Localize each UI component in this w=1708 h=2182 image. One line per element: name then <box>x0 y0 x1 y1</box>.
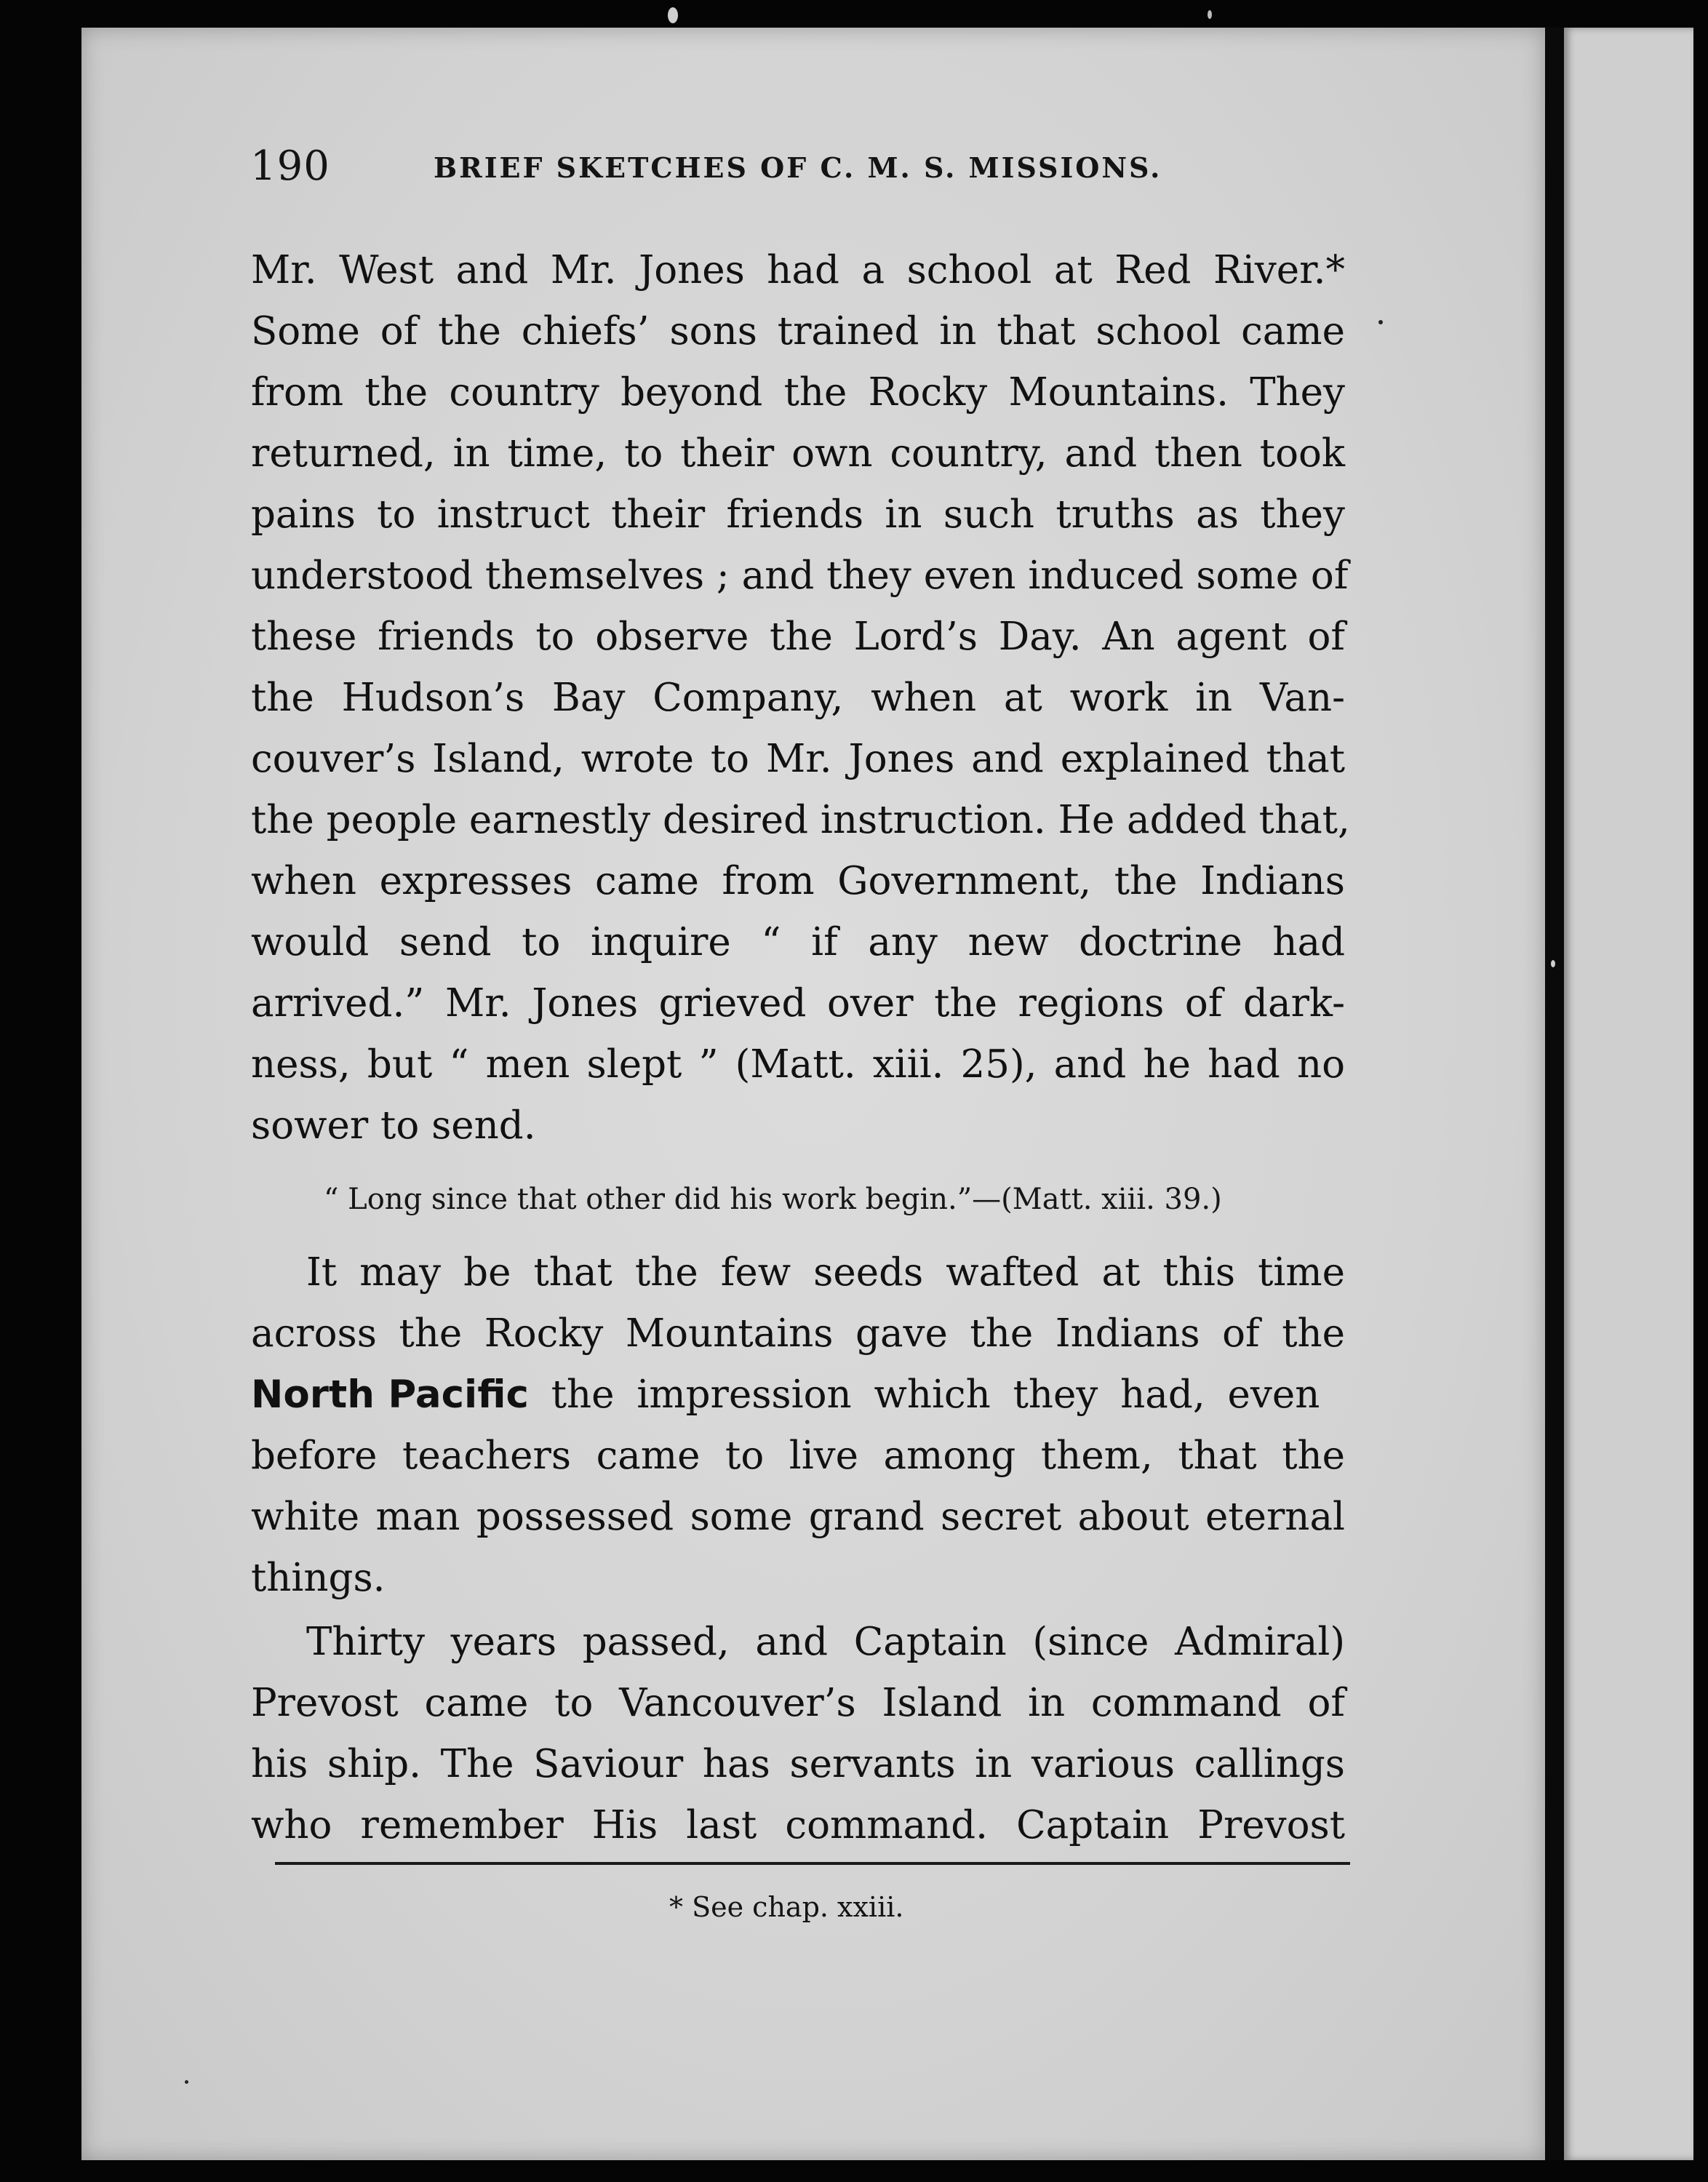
text-line: would send to inquire “ if any new doctrine had <box>251 920 1345 964</box>
text-line-with-emphasis <box>251 1364 1345 1426</box>
footnote: * See chap. xxiii. <box>669 1891 904 1923</box>
adjacent-page-edge <box>1564 28 1693 2160</box>
scan-speck <box>1551 960 1555 967</box>
text-fragment: the impression which they had, even <box>528 1372 1320 1417</box>
text-line: the people earnestly desired instruction. He added that, <box>251 798 1350 842</box>
text-line: before teachers came to live among them, that the <box>251 1434 1345 1478</box>
text-line: who remember His last command. Captain Prevost <box>251 1803 1345 1847</box>
text-line: Prevost came to Vancouver’s Island in command of <box>251 1681 1345 1725</box>
text-line: It may be that the few seeds wafted at this time <box>306 1250 1345 1295</box>
scan-speck <box>1208 10 1212 19</box>
footnote-rule <box>275 1862 1350 1865</box>
text-line: understood themselves ; and they even induced some of <box>251 554 1349 598</box>
text-line: these friends to observe the Lord’s Day. An agent of <box>251 615 1345 659</box>
text-line: Some of the chiefs’ sons trained in that school came <box>251 309 1345 353</box>
text-line: arrived.” Mr. Jones grieved over the regions of dark- <box>251 981 1345 1026</box>
text-line: Mr. West and Mr. Jones had a school at Red River.* <box>251 248 1345 292</box>
text-line: things. <box>251 1556 386 1600</box>
text-line: sower to send. <box>251 1103 536 1148</box>
text-line: when expresses came from Government, the Indians <box>251 859 1345 903</box>
text-line: Thirty years passed, and Captain (since Admiral) <box>306 1620 1345 1664</box>
page-header <box>250 143 1196 193</box>
text-line: his ship. The Saviour has servants in various callings <box>251 1742 1345 1786</box>
paragraph-spacer <box>251 1156 1345 1171</box>
page-number: 190 <box>250 143 330 190</box>
scan-speck <box>668 7 678 23</box>
text-line: from the country beyond the Rocky Mountains. They <box>251 370 1345 415</box>
text-line: across the Rocky Mountains gave the Indians of the <box>251 1311 1345 1356</box>
text-line: the Hudson’s Bay Company, when at work in Van- <box>251 676 1345 720</box>
emphasis-north-pacific: North Pacific <box>251 1372 529 1417</box>
text-line: ness, but “ men slept ” (Matt. xiii. 25), and he had no <box>251 1042 1345 1087</box>
text-line: couver’s Island, wrote to Mr. Jones and explained that <box>251 737 1345 781</box>
text-line: pains to instruct their friends in such truths as they <box>251 492 1345 537</box>
body-text <box>251 240 1350 1856</box>
running-head: BRIEF SKETCHES OF C. M. S. MISSIONS. <box>434 151 1162 184</box>
text-line: white man possessed some grand secret about eternal <box>251 1495 1345 1539</box>
scan-speck <box>185 2080 188 2084</box>
paragraph-spacer <box>251 1228 1345 1242</box>
scan-speck <box>1378 320 1383 324</box>
scripture-quote: “ Long since that other did his work begin.”—(Matt. xiii. 39.) <box>324 1183 1222 1216</box>
text-line: returned, in time, to their own country, and then took <box>251 431 1345 476</box>
page-gutter <box>1545 28 1564 2160</box>
